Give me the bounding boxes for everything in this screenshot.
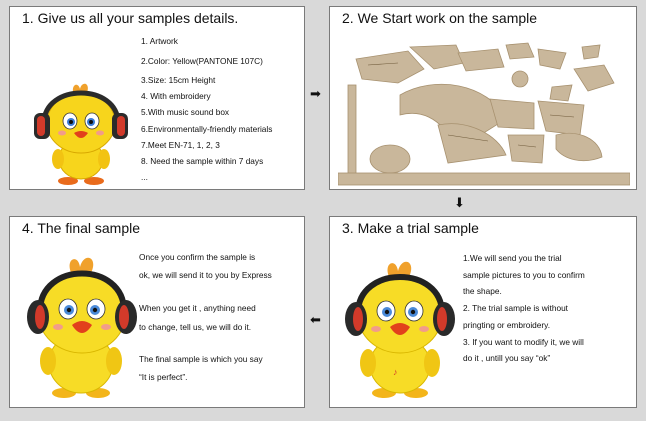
- trial-sample-text: do it , untill you say “ok”: [463, 353, 551, 363]
- trial-sample-text: 2. The trial sample is without: [463, 303, 568, 313]
- final-sample-text: Once you confirm the sample is: [139, 252, 256, 262]
- final-sample-text: The final sample is which you say: [139, 354, 263, 364]
- arrow-left-icon: ⬅: [310, 312, 321, 327]
- arrow-right-icon: ➡: [310, 86, 321, 101]
- cartoon-chick-artwork: [22, 77, 140, 187]
- detail-item: ...: [141, 172, 148, 182]
- final-sample-text: to change, tell us, we will do it.: [139, 322, 252, 332]
- cardboard-pattern-pieces-photo: [338, 39, 630, 187]
- final-sample-text: ok, we will send it to you by Express: [139, 270, 272, 280]
- step-2-panel: [329, 6, 637, 190]
- detail-item: 6.Environmentally-friendly materials: [141, 124, 273, 134]
- step-4-title: 4. The final sample: [22, 220, 141, 236]
- detail-item: 5.With music sound box: [141, 107, 230, 117]
- svg-text:♪: ♪: [393, 367, 398, 377]
- step-3-panel: [329, 216, 637, 408]
- step-4-panel: [9, 216, 305, 408]
- arrow-down-icon: ⬇: [454, 195, 465, 210]
- step-1-title: 1. Give us all your samples details.: [22, 10, 239, 26]
- final-sample-text: “It is perfect”.: [139, 372, 188, 382]
- step-2-title: 2. We Start work on the sample: [342, 10, 538, 26]
- detail-item: 7.Meet EN-71, 1, 2, 3: [141, 140, 220, 150]
- detail-item: 4. With embroidery: [141, 91, 211, 101]
- trial-sample-text: the shape.: [463, 286, 502, 296]
- trial-plush-chick-photo: [338, 251, 458, 401]
- detail-item: 3.Size: 15cm Height: [141, 75, 216, 85]
- detail-item: 8. Need the sample within 7 days: [141, 156, 264, 166]
- detail-item: 1. Artwork: [141, 36, 178, 46]
- trial-sample-text: 3. If you want to modify it, we will: [463, 337, 584, 347]
- detail-item: 2.Color: Yellow(PANTONE 107C): [141, 56, 263, 66]
- step-3-title: 3. Make a trial sample: [342, 220, 479, 236]
- final-sample-text: When you get it , anything need: [139, 303, 256, 313]
- trial-sample-text: sample pictures to you to confirm: [463, 270, 585, 280]
- trial-sample-text: 1.We will send you the trial: [463, 253, 562, 263]
- step-1-panel: [9, 6, 305, 190]
- final-plush-chick-photo: [24, 251, 140, 401]
- trial-sample-text: pringting or embroidery.: [463, 320, 551, 330]
